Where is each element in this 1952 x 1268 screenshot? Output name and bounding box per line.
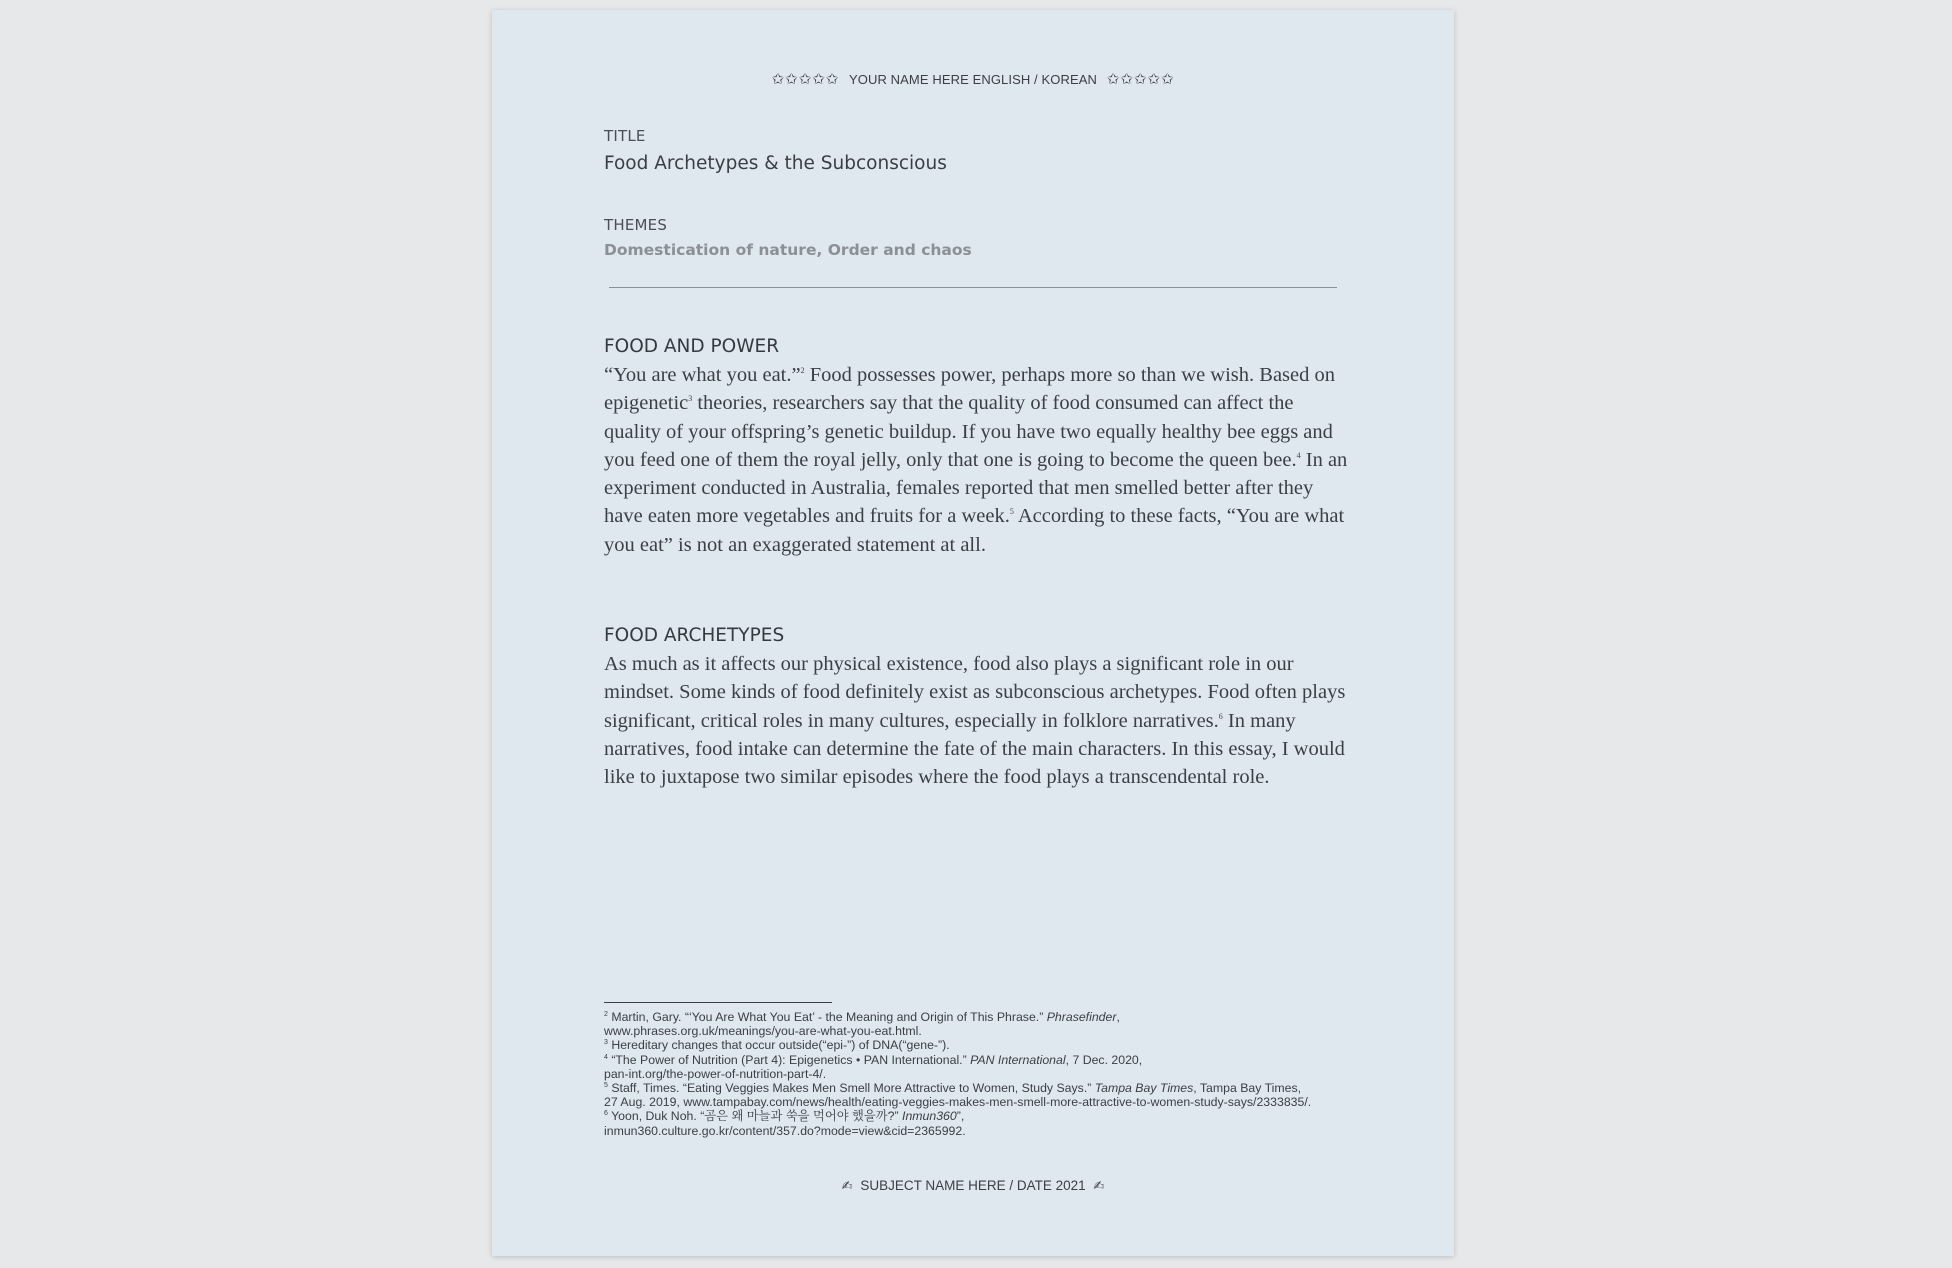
section-heading: FOOD ARCHETYPES: [604, 625, 785, 646]
header-divider: [609, 287, 1337, 288]
footnote-text: Hereditary changes that occur outside(“epi-”) of DNA(“gene-”).: [607, 1038, 950, 1053]
document-page: [492, 10, 1454, 1256]
footnote-text: Martin, Gary. “‘You Are What You Eat’ - the Meaning and Origin of This Phrase.”: [607, 1010, 1047, 1024]
footnote-ref: 6: [1218, 711, 1223, 721]
text-run: In many narratives, food intake can determine the fate of the main characters. In this essay, I would like to juxtapose two similar episodes where the food plays a transcendental role.: [604, 709, 1345, 789]
footnote-text: ,: [1116, 1010, 1120, 1024]
section-heading: FOOD AND POWER: [604, 336, 780, 357]
title-label: TITLE: [604, 127, 646, 145]
footnote-source: Tampa Bay Times: [1094, 1081, 1194, 1096]
footnote-3: [604, 1038, 1364, 1052]
footnote-ref: 5: [1009, 507, 1014, 517]
footnote-number: 5: [604, 1082, 608, 1090]
title-block: [604, 127, 1349, 174]
page-header: [492, 70, 1454, 88]
stars-left: ✩✩✩✩✩: [771, 70, 840, 88]
footnote-source: Phrasefinder: [1046, 1010, 1117, 1024]
text-run: “You are what you eat.”: [604, 364, 801, 386]
footnote-url: 27 Aug. 2019, www.tampabay.com/news/health/eating-veggies-makes-men-smell-more-attractive-to-women-study-says/2333835/.: [604, 1095, 1312, 1110]
text-run: According to these facts, “You are what you eat” is not an exaggerated statement at all.: [604, 505, 1345, 556]
footnote-url: inmun360.culture.go.kr/content/357.do?mode=view&cid=2365992.: [604, 1123, 966, 1138]
footnote-text: ”,: [956, 1109, 965, 1124]
footnote-2: [604, 1010, 1364, 1038]
section-paragraph: [604, 361, 1349, 559]
footnote-url: pan-int.org/the-power-of-nutrition-part-4/.: [604, 1066, 827, 1081]
footnote-text: “The Power of Nutrition (Part 4): Epigenetics • PAN International.”: [607, 1052, 971, 1067]
footnote-number: 3: [604, 1039, 608, 1047]
footer-text: SUBJECT NAME HERE / DATE 2021: [860, 1178, 1086, 1193]
footnote-number: 2: [604, 1011, 608, 1018]
footnote-number: 6: [604, 1110, 608, 1118]
footnote-ref: 2: [800, 366, 805, 375]
text-run: In an experiment conducted in Australia, females reported that men smelled better after they have eaten more vegetables and fruits for a week.: [604, 448, 1348, 528]
footnote-url: www.phrases.org.uk/meanings/you-are-what-you-eat.html.: [604, 1024, 922, 1039]
footnote-ref: 3: [688, 394, 693, 404]
footnote-text: Yoon, Duk Noh. “곰은 왜 마늘과 쑥을 먹어야 했을까?”: [607, 1109, 903, 1124]
footnote-separator: [604, 1002, 832, 1003]
page-footer: [492, 1178, 1454, 1194]
themes-value: Domestication of nature, Order and chaos: [604, 241, 972, 259]
title-value: Food Archetypes & the Subconscious: [604, 153, 947, 174]
text-run: As much as it affects our physical existence, food also plays a significant role in our mindset. Some kinds of food definitely exist as subconscious archetypes. Food often plays significant, critical roles in many cultures, especially in folklore narratives.: [604, 653, 1346, 732]
footnote-text: , 7 Dec. 2020,: [1065, 1052, 1143, 1067]
text-run: Food possesses power, perhaps more so than we wish. Based on epigenetic: [604, 364, 1335, 415]
footnotes: [604, 1010, 1364, 1138]
footnote-source: Inmun360: [902, 1109, 957, 1124]
footnote-4: [604, 1053, 1364, 1081]
section-food-archetypes: [604, 625, 1349, 791]
stars-right: ✩✩✩✩✩: [1106, 70, 1175, 88]
writing-hand-icon: ✍: [1093, 1179, 1105, 1194]
themes-block: [604, 216, 1349, 259]
section-food-and-power: [604, 336, 1349, 559]
themes-label: THEMES: [604, 216, 668, 234]
footnote-ref: 4: [1296, 450, 1301, 460]
footnote-number: 4: [604, 1053, 608, 1061]
footnote-6: [604, 1109, 1364, 1137]
section-paragraph: [604, 650, 1349, 791]
footnote-text: Staff, Times. “Eating Veggies Makes Men Smell More Attractive to Women, Study Says.”: [607, 1081, 1095, 1096]
header-text: YOUR NAME HERE ENGLISH / KOREAN: [849, 72, 1097, 87]
text-run: theories, researchers say that the quality of food consumed can affect the quality of your offspring’s genetic buildup. If you have two equally healthy bee eggs and you feed one of them the royal jelly, only that one is going to become the queen bee.: [604, 392, 1333, 471]
footnote-source: PAN International: [970, 1052, 1066, 1067]
writing-hand-icon: ✍: [841, 1179, 853, 1194]
footnote-5: [604, 1081, 1364, 1109]
footnote-text: , Tampa Bay Times,: [1193, 1081, 1302, 1096]
